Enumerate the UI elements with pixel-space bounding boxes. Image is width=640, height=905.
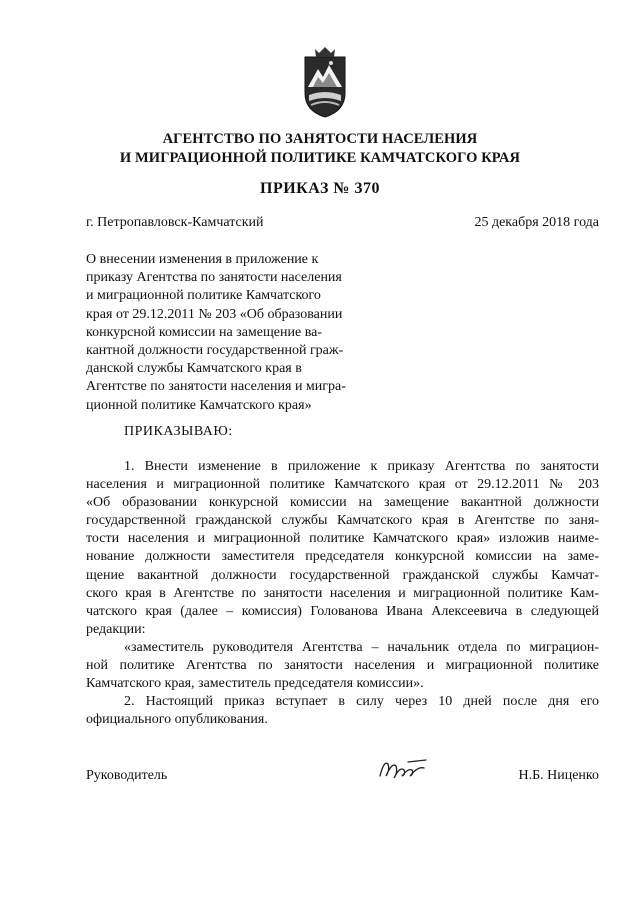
body-line: 1. Внести изменение в приложение к приказу Агентства по занятости: [124, 459, 599, 474]
body-line: официального опубликования.: [86, 712, 268, 728]
order-body: [86, 458, 599, 729]
subject-line: и миграционной политике Камчатского: [86, 288, 321, 304]
body-line: «заместитель руководителя Агентства – начальник отдела по миграцион-: [124, 639, 599, 655]
body-line: тости населения и миграционной политике Камчатского края» изложив наиме-: [86, 531, 599, 547]
subject-line: конкурсной комиссии на замещение ва-: [86, 324, 322, 340]
subject-line: Агентстве по занятости населения и мигра-: [86, 379, 346, 395]
subject-line: приказу Агентства по занятости населения: [86, 270, 342, 286]
order-subject: [86, 251, 372, 415]
directive-heading: ПРИКАЗЫВАЮ:: [124, 424, 233, 439]
body-line: Камчатского края, заместитель председателя комиссии».: [86, 676, 424, 692]
subject-line: кантной должности государственной граж-: [86, 343, 344, 359]
subject-line: края от 29.12.2011 № 203 «Об образовании: [86, 306, 343, 322]
place-of-issue: г. Петропавловск-Камчатский: [86, 215, 264, 230]
body-line: редакции:: [86, 621, 146, 637]
body-line: 2. Настоящий приказ вступает в силу через 10 дней после дня его: [124, 694, 599, 710]
handwritten-signature-icon: [378, 756, 430, 782]
body-line: нование должности заместителя председателя конкурсной комиссии на заме-: [86, 549, 599, 565]
order-date: 25 декабря 2018 года: [474, 215, 599, 230]
coat-of-arms-icon: [301, 43, 349, 119]
agency-name-line2: И МИГРАЦИОННОЙ ПОЛИТИКЕ КАМЧАТСКОГО КРАЯ: [119, 150, 521, 166]
order-title: ПРИКАЗ № 370: [260, 180, 380, 197]
signatory-name: Н.Б. Ниценко: [518, 768, 599, 783]
body-line: ского края в Агентстве по занятости населения и миграционной политике Кам-: [86, 585, 599, 601]
subject-line: ционной политике Камчатского края»: [86, 397, 312, 413]
body-line: щение вакантной должности государственной гражданской службы Камчат-: [86, 567, 599, 583]
body-line: чатского края (далее – комиссия) Голованова Ивана Алексеевича в следующей: [86, 603, 599, 619]
body-line: населения и миграционной политике Камчатского края от 29.12.2011 № 203: [86, 477, 599, 493]
signatory-role: Руководитель: [86, 768, 168, 783]
subject-line: данской службы Камчатского края в: [86, 361, 302, 377]
body-line: ной политике Агентства по занятости населения и миграционной политике: [86, 658, 599, 674]
body-line: государственной гражданской службы Камчатского края в Агентстве по заня-: [86, 513, 599, 529]
agency-name-line1: АГЕНТСТВО ПО ЗАНЯТОСТИ НАСЕЛЕНИЯ: [162, 131, 478, 147]
body-line: «Об образовании конкурсной комиссии на замещение вакантной должности: [86, 495, 599, 511]
subject-line: О внесении изменения в приложение к: [86, 252, 319, 267]
